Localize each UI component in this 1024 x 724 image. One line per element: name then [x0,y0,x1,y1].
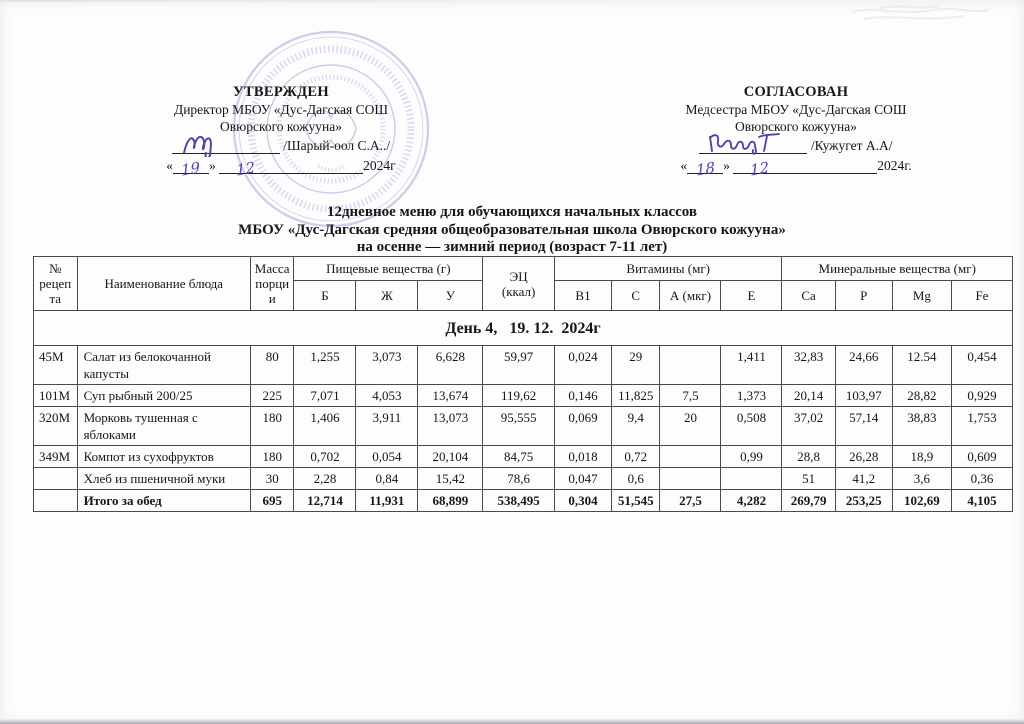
value-cell: 15,42 [418,468,483,490]
value-cell [34,468,78,490]
value-cell: 3,911 [356,407,418,446]
value-cell: 0,609 [951,446,1012,468]
title-line3: на осенне — зимний период (возраст 7-11 лет) [356,239,668,255]
value-cell: 119,62 [483,385,555,407]
col-b1: В1 [554,281,611,311]
value-cell: 41,2 [835,468,892,490]
value-cell: 9,4 [612,407,660,446]
value-cell: 20 [660,407,721,446]
value-cell: 51,545 [612,490,660,512]
value-cell: 538,495 [483,490,555,512]
agreed-signature-row [592,137,1000,154]
value-cell: 28,8 [782,446,835,468]
approved-date-month-slot [219,158,271,180]
value-cell: 0,72 [612,446,660,468]
dish-name-cell: Компот из сухофруктов [77,446,250,468]
value-cell: 30 [250,468,294,490]
approved-date-year: 2024г [363,158,396,173]
value-cell: 0,84 [356,468,418,490]
dish-name-cell: Хлеб из пшеничной муки [77,468,250,490]
value-cell: 37,02 [782,407,835,446]
value-cell: 180 [250,407,294,446]
value-cell: 20,104 [418,446,483,468]
value-cell: 695 [250,490,294,512]
value-cell: 0,146 [554,385,611,407]
value-cell: 0,454 [951,346,1012,385]
value-cell: 0,024 [554,346,611,385]
value-cell: 59,97 [483,346,555,385]
value-cell: 0,047 [554,468,611,490]
agreed-signature-line [699,139,807,154]
value-cell: 1,753 [951,407,1012,446]
value-cell: 101М [34,385,78,407]
col-dish-name: Наименование блюда [77,257,250,311]
value-cell: 0,508 [721,407,782,446]
approved-org-line1: Директор МБОУ «Дус-Дагская СОШ [174,102,388,117]
approved-date-blank-slot [271,159,363,174]
value-cell: 225 [250,385,294,407]
value-cell: 0,929 [951,385,1012,407]
title-line2: МБОУ «Дус-Дагская средняя общеобразовательная школа Овюрского кожууна» [238,221,786,238]
nurse-signature-icon [707,129,791,157]
approved-date-row: « 19 » 12 2024г [166,158,396,180]
agreed-block [592,84,1000,180]
value-cell [721,468,782,490]
table-row [34,468,1013,490]
table-row [34,346,1013,385]
col-ca: Са [782,281,835,311]
value-cell: 29 [612,346,660,385]
value-cell: 13,073 [418,407,483,446]
value-cell: 28,82 [892,385,951,407]
col-p: Р [835,281,892,311]
approved-signature-row [85,137,477,154]
agreed-date-day: 18 [695,158,716,180]
value-cell: 68,899 [418,490,483,512]
dish-name-cell: Итого за обед [77,490,250,512]
table-row [34,407,1013,446]
value-cell: 3,6 [892,468,951,490]
value-cell: 78,6 [483,468,555,490]
pencil-smudge [844,2,994,26]
value-cell: 4,105 [951,490,1012,512]
value-cell: 4,053 [356,385,418,407]
col-mg: Mg [892,281,951,311]
value-cell: 1,406 [294,407,356,446]
value-cell: 12.54 [892,346,951,385]
table-row [34,446,1013,468]
total-row [34,490,1013,512]
agreed-date-month: 12 [749,158,770,180]
value-cell: 32,83 [782,346,835,385]
value-cell: 180 [250,446,294,468]
value-cell: 51 [782,468,835,490]
col-a: А (мкг) [660,281,721,311]
value-cell: 20,14 [782,385,835,407]
value-cell: 7,5 [660,385,721,407]
value-cell: 3,073 [356,346,418,385]
value-cell: 95,555 [483,407,555,446]
value-cell: 1,411 [721,346,782,385]
col-carbs: У [418,281,483,311]
value-cell: 38,83 [892,407,951,446]
menu-table-header [34,257,1013,311]
agreed-date-row: « 18 » 12 2024г. [680,158,912,180]
approved-date-month: 12 [235,158,256,180]
approved-title: УТВЕРЖДЕН [233,84,329,100]
value-cell: 1,373 [721,385,782,407]
value-cell: 0,702 [294,446,356,468]
col-portion-mass: Масса порции [250,257,294,311]
value-cell: 0,304 [554,490,611,512]
value-cell: 2,28 [294,468,356,490]
value-cell: 103,97 [835,385,892,407]
dish-name-cell: Морковь тушенная с яблоками [77,407,250,446]
col-fat: Ж [356,281,418,311]
value-cell: 11,931 [356,490,418,512]
table-row [34,385,1013,407]
value-cell: 0,069 [554,407,611,446]
value-cell: 320М [34,407,78,446]
value-cell: 11,825 [612,385,660,407]
value-cell: 12,714 [294,490,356,512]
agreed-title: СОГЛАСОВАН [743,84,849,100]
col-energy: ЭЦ (ккал) [483,257,555,311]
col-c: С [612,281,660,311]
value-cell: 0,99 [721,446,782,468]
col-recipe-no: № рецепта [34,257,78,311]
value-cell: 253,25 [835,490,892,512]
value-cell: 26,28 [835,446,892,468]
dish-name-cell: Суп рыбный 200/25 [77,385,250,407]
dish-name-cell: Салат из белокочанной капусты [77,346,250,385]
agreed-org-line2: Овюрского кожууна» [735,119,857,134]
menu-table [33,256,1013,512]
value-cell: 18,9 [892,446,951,468]
agreed-date-year: 2024г. [877,158,912,173]
value-cell: 84,75 [483,446,555,468]
approved-date-day: 19 [180,158,202,180]
group-minerals: Минеральные вещества (мг) [782,257,1013,281]
value-cell [660,346,721,385]
value-cell: 27,5 [660,490,721,512]
document-title [0,204,1024,257]
col-e: Е [721,281,782,311]
group-nutrients: Пищевые вещества (г) [294,257,483,281]
approved-date-day-slot [173,158,209,180]
value-cell: 80 [250,346,294,385]
col-protein: Б [294,281,356,311]
approved-signature-line [172,139,280,154]
value-cell: 24,66 [835,346,892,385]
value-cell [34,490,78,512]
value-cell: 57,14 [835,407,892,446]
agreed-signature-name: /Кужугет А.А/ [810,138,893,153]
scan-edge-bottom [0,719,1024,724]
day-header-row [34,311,1013,346]
approved-signature-name: /Шарый-оол С.А../ [283,138,391,153]
menu-table-body [34,311,1013,512]
value-cell: 1,255 [294,346,356,385]
agreed-org-line1: Медсестра МБОУ «Дус-Дагская СОШ [685,102,907,117]
col-fe: Fe [951,281,1012,311]
agreed-date-day-slot [687,158,723,180]
value-cell: 4,282 [721,490,782,512]
value-cell: 269,79 [782,490,835,512]
day-header-cell: День 4, 19. 12. 2024г [34,311,1013,346]
approved-org-line2: Овюрского кожууна» [220,119,342,134]
approved-block [85,84,477,180]
value-cell: 45М [34,346,78,385]
value-cell: 13,674 [418,385,483,407]
director-signature-icon [180,131,240,157]
agreed-date-blank-slot [785,159,877,174]
value-cell [660,468,721,490]
value-cell: 349М [34,446,78,468]
title-line1: 12дневное меню для обучающихся начальных классов [326,204,698,220]
value-cell [660,446,721,468]
group-vitamins: Витамины (мг) [554,257,782,281]
value-cell: 0,018 [554,446,611,468]
value-cell: 0,36 [951,468,1012,490]
value-cell: 7,071 [294,385,356,407]
value-cell: 6,628 [418,346,483,385]
agreed-date-month-slot [733,158,785,180]
value-cell: 0,054 [356,446,418,468]
value-cell: 102,69 [892,490,951,512]
value-cell: 0,6 [612,468,660,490]
